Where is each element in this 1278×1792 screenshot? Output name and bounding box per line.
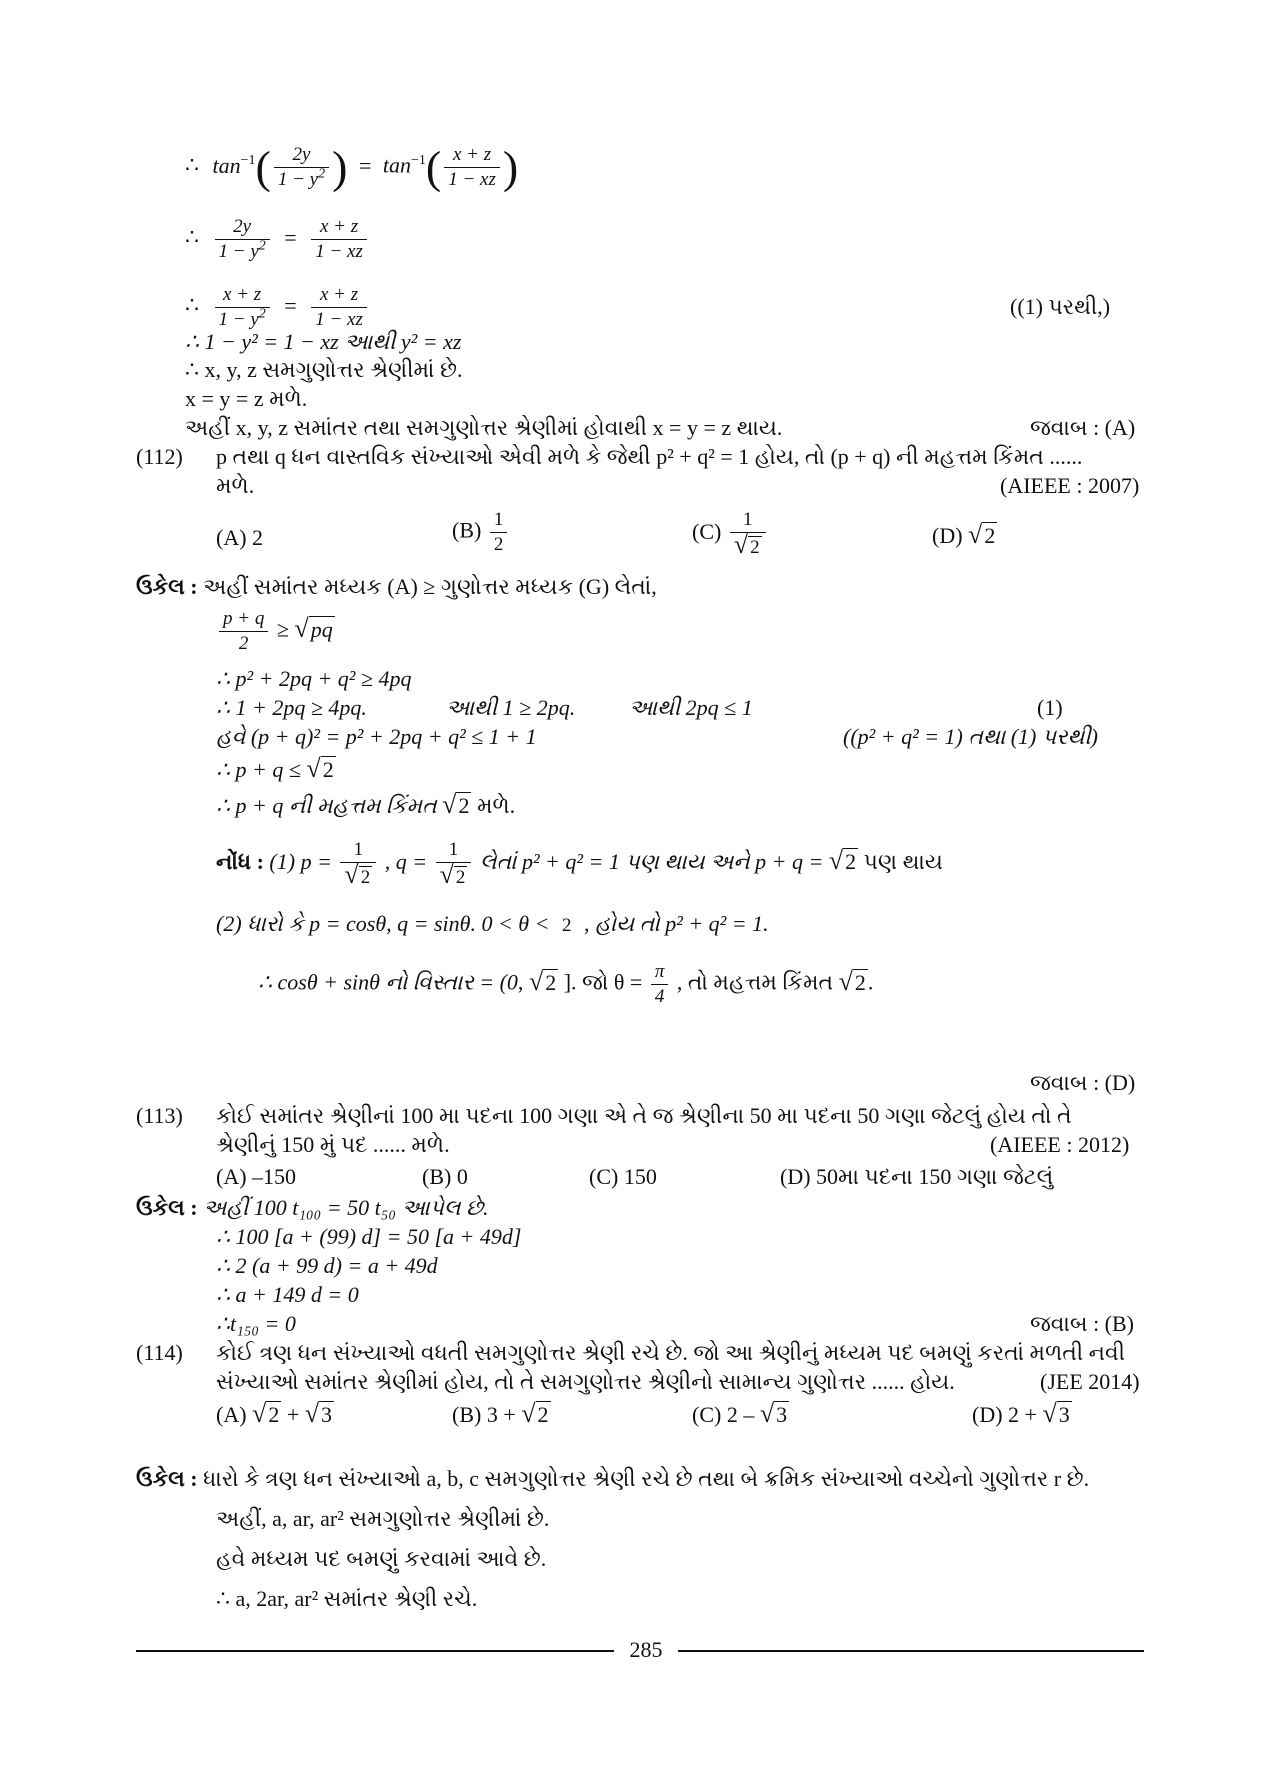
numerator: x + z bbox=[444, 143, 500, 168]
equation-fraction-3 bbox=[185, 283, 370, 332]
note-1 bbox=[216, 838, 943, 890]
radical-sign: √ bbox=[442, 790, 457, 819]
square-root bbox=[344, 860, 372, 890]
note-text: , q = bbox=[384, 849, 428, 875]
answer-label: જવાબ : (D) bbox=[1030, 1070, 1136, 1095]
answer-label: જવાબ : (B) bbox=[1030, 1311, 1135, 1336]
radicand: 2 bbox=[537, 1402, 549, 1427]
denominator-text: 1 − y bbox=[277, 169, 319, 190]
equation-fraction-2 bbox=[185, 215, 370, 264]
square-root bbox=[294, 615, 334, 644]
denominator-text: 1 − y bbox=[218, 241, 259, 262]
numerator: p + q bbox=[219, 607, 268, 632]
radical-sign: √ bbox=[528, 966, 544, 996]
radical-sign: √ bbox=[439, 860, 454, 889]
radical-sign: √ bbox=[759, 1399, 775, 1428]
note-label: નોંધ : bbox=[216, 849, 264, 875]
solution-line: હવે મધ્યમ પદ બમણું કરવામાં આવે છે. bbox=[216, 1546, 547, 1571]
period: . bbox=[867, 969, 874, 995]
radical-sign: √ bbox=[968, 520, 983, 549]
denominator bbox=[274, 168, 329, 192]
option-label: (B) 3 + bbox=[452, 1402, 516, 1427]
equation-ref: ((p² + q² = 1) તથા (1) પરથી) bbox=[843, 724, 1099, 749]
answer-label: જવાબ : (A) bbox=[1030, 415, 1136, 440]
solution-line: ∴ 2 (a + 99 d) = a + 49d bbox=[216, 1253, 438, 1278]
radicand: 3 bbox=[1058, 1402, 1070, 1427]
solution-label: ઉકેલ : bbox=[136, 1466, 198, 1491]
denominator bbox=[436, 860, 472, 890]
radical-sign: √ bbox=[344, 860, 359, 889]
solution-text: ધારો કે ત્રણ ધન સંખ્યાઓ a, b, c સમગુણોત્તર શ્રેણી રચે છે તથા બે ક્રમિક સંખ્યાઓ વચ્ચેનો ગુણોત્તર r છે. bbox=[203, 1466, 1090, 1491]
fraction bbox=[444, 143, 500, 192]
numerator: 2y bbox=[274, 143, 329, 168]
square-root bbox=[439, 860, 468, 890]
fraction bbox=[558, 914, 576, 938]
option-c bbox=[692, 508, 769, 560]
fraction bbox=[215, 283, 270, 332]
radicand: 2 bbox=[845, 849, 857, 875]
conclusion-text: ∴ p + q ની મહત્તમ કિંમત bbox=[216, 793, 437, 818]
square-root bbox=[1042, 1400, 1071, 1429]
option-a: (A) –150 bbox=[216, 1164, 297, 1189]
fraction bbox=[311, 283, 367, 332]
radical-sign: √ bbox=[306, 754, 321, 783]
right-paren: ) bbox=[502, 141, 519, 193]
equation-ref: (1) bbox=[1037, 695, 1063, 720]
fraction bbox=[651, 960, 669, 1009]
left-paren: ( bbox=[425, 141, 442, 193]
right-paren: ) bbox=[332, 141, 348, 193]
exam-source: (AIEEE : 2007) bbox=[1000, 473, 1140, 498]
denominator: 2 bbox=[493, 534, 504, 555]
question-text: કોઈ ત્રણ ધન સંખ્યાઓ વધતી સમગુણોત્તર શ્રેણી રચે છે. જો આ શ્રેણીનું મધ્યમ પદ બમણું કરતાં મળતી નવી bbox=[216, 1340, 1126, 1365]
solution-line: ∴ 1 − y² = 1 − xz આથી y² = xz bbox=[185, 329, 462, 354]
exam-source: (AIEEE : 2012) bbox=[990, 1132, 1130, 1157]
denominator-text: 1 − y bbox=[218, 309, 259, 330]
footer-rule-right bbox=[678, 1650, 1144, 1652]
page-number: 285 bbox=[616, 1637, 676, 1663]
equation-tan-inverse bbox=[185, 143, 518, 192]
solution-line bbox=[216, 755, 336, 784]
radicand: 3 bbox=[776, 1402, 788, 1427]
option-c: (C) 150 bbox=[589, 1164, 657, 1189]
radicand: 2 bbox=[854, 969, 866, 995]
therefore-symbol: ∴ bbox=[185, 152, 199, 178]
question-number: (114) bbox=[136, 1340, 183, 1365]
square-superscript: 2 bbox=[258, 306, 266, 322]
solution-line: ∴ 100 [a + (99) d] = 50 [a + 49d] bbox=[216, 1224, 522, 1249]
numerator: 1 bbox=[490, 508, 508, 533]
solution-line: અહીં x, y, z સમાંતર તથા સમગુણોત્તર શ્રેણીમાં હોવાથી x = y = z થાય. bbox=[185, 415, 783, 440]
solution-intro bbox=[136, 573, 657, 601]
numerator: 1 bbox=[730, 508, 766, 533]
fraction bbox=[219, 607, 268, 656]
question-text: મળે. bbox=[216, 473, 255, 498]
denominator: 4 bbox=[654, 986, 665, 1007]
square-root bbox=[839, 968, 868, 997]
square-root bbox=[521, 1400, 550, 1429]
option-c bbox=[692, 1400, 789, 1429]
reference-note: ((1) પરથી,) bbox=[1010, 294, 1111, 319]
note-text: (1) p = bbox=[269, 849, 332, 875]
question-text: p તથા q ધન વાસ્તવિક સંખ્યાઓ એવી મળે કે જેથી p² + q² = 1 હોય, તો (p + q) ની મહત્તમ કિંમત ...... bbox=[216, 444, 1083, 469]
square-root bbox=[252, 1400, 281, 1429]
fraction bbox=[215, 215, 270, 264]
option-label: (C) 2 – bbox=[692, 1402, 755, 1427]
equals-sign: = bbox=[284, 224, 297, 250]
solution-line: હવે (p + q)² = p² + 2pq + q² ≤ 1 + 1 bbox=[216, 724, 537, 749]
option-b bbox=[452, 1400, 551, 1429]
radicand: 2 bbox=[268, 1402, 280, 1427]
solution-text: અહીં સમાંતર મધ્યક (A) ≥ ગુણોત્તર મધ્યક (G) લેતાં, bbox=[203, 574, 657, 599]
fraction bbox=[436, 838, 472, 890]
square-root bbox=[529, 968, 558, 997]
denominator: 1 − xz bbox=[315, 241, 363, 262]
option-d bbox=[972, 1400, 1072, 1429]
radical-sign: √ bbox=[252, 1399, 267, 1428]
fraction bbox=[490, 508, 508, 557]
radicand: 2 bbox=[322, 757, 334, 782]
numerator: 1 bbox=[340, 838, 376, 863]
question-text: કોઈ સમાંતર શ્રેણીનાં 100 મા પદના 100 ગણા એ તે જ શ્રેણીના 50 મા પદના 50 ગણા જેટલું હોય તો તે bbox=[216, 1103, 1072, 1128]
option-d: (D) 50મા પદના 150 ગણા જેટલું bbox=[780, 1164, 1054, 1189]
numerator: π bbox=[651, 960, 669, 985]
option-label: (B) bbox=[452, 517, 482, 543]
fraction bbox=[274, 143, 329, 192]
radicand: 2 bbox=[750, 537, 760, 558]
solution-intro bbox=[136, 1194, 488, 1222]
solution-label: ઉકેલ : bbox=[136, 1195, 198, 1220]
plus-sign: + bbox=[286, 1402, 300, 1427]
radical-sign: √ bbox=[838, 966, 853, 996]
question-number: (112) bbox=[136, 444, 183, 469]
equals-sign: = bbox=[358, 152, 372, 178]
solution-text: અહીં 100 t₁₀₀ = 50 t₅₀ આપેલ છે. bbox=[203, 1195, 489, 1220]
note-text: ∴ cosθ + sinθ નો વિસ્તાર = (0, bbox=[258, 969, 524, 995]
option-d bbox=[932, 521, 997, 550]
solution-line: આથી 1 ≥ 2pq. bbox=[446, 695, 576, 720]
denominator bbox=[340, 860, 376, 890]
radical-sign: √ bbox=[294, 613, 309, 643]
solution-line: અહીં, a, ar, ar² સમગુણોત્તર શ્રેણીમાં છે. bbox=[216, 1506, 550, 1531]
square-superscript: 2 bbox=[258, 238, 266, 254]
note-text: પણ થાય bbox=[863, 849, 943, 875]
footer-rule-left bbox=[136, 1650, 614, 1652]
fraction bbox=[340, 838, 376, 890]
solution-line bbox=[216, 791, 515, 820]
tan-function: tan bbox=[382, 152, 411, 178]
numerator: 2y bbox=[215, 215, 270, 240]
denominator: 2 bbox=[238, 633, 249, 654]
solution-line: ∴ a, 2ar, ar² સમાંતર શ્રેણી રચે. bbox=[216, 1586, 478, 1611]
radical-sign: √ bbox=[733, 530, 749, 559]
note-2 bbox=[216, 910, 769, 938]
denominator bbox=[730, 530, 766, 560]
option-label: (A) bbox=[216, 1402, 247, 1427]
option-label: (D) bbox=[932, 523, 963, 548]
solution-line: ∴ p² + 2pq + q² ≥ 4pq bbox=[216, 666, 412, 691]
numerator: 1 bbox=[436, 838, 472, 863]
radicand: 2 bbox=[360, 867, 371, 888]
geq-sign: ≥ bbox=[276, 616, 289, 642]
tan-function: tan bbox=[212, 152, 241, 178]
solution-intro bbox=[136, 1465, 1089, 1493]
option-b bbox=[452, 508, 510, 557]
numerator: x + z bbox=[311, 283, 367, 308]
square-root bbox=[760, 1400, 789, 1429]
radical-sign: √ bbox=[1042, 1399, 1057, 1428]
denominator bbox=[215, 240, 270, 264]
radical-sign: √ bbox=[521, 1399, 536, 1428]
question-text: શ્રેણીનું 150 મું પદ ...... મળે. bbox=[216, 1132, 450, 1157]
solution-line: ∴t₁₅₀ = 0 bbox=[216, 1311, 296, 1336]
am-gm-inequality bbox=[216, 607, 335, 656]
therefore-symbol: ∴ bbox=[185, 224, 199, 250]
radical-sign: √ bbox=[304, 1399, 320, 1428]
square-superscript: 2 bbox=[318, 166, 326, 182]
question-number: (113) bbox=[136, 1103, 183, 1128]
denominator: 2 bbox=[561, 914, 572, 936]
solution-line: ∴ 1 + 2pq ≥ 4pq. bbox=[216, 695, 367, 720]
note-text: , તો મહત્તમ કિંમત bbox=[676, 969, 834, 995]
solution-line: x = y = z મળે. bbox=[185, 386, 308, 411]
note-3 bbox=[258, 960, 873, 1009]
square-root bbox=[733, 530, 762, 560]
square-root bbox=[305, 1400, 334, 1429]
square-root bbox=[442, 791, 471, 820]
exam-source: (JEE 2014) bbox=[1040, 1369, 1140, 1394]
radicand: 2 bbox=[545, 969, 557, 995]
denominator: 1 − xz bbox=[315, 309, 363, 330]
inequality-text: ∴ p + q ≤ bbox=[216, 757, 301, 782]
note-text: લેતાં p² + q² = 1 પણ થાય અને p + q = bbox=[479, 849, 824, 875]
solution-line: ∴ a + 149 d = 0 bbox=[216, 1282, 359, 1307]
option-a: (A) 2 bbox=[216, 525, 264, 550]
inverse-superscript: −1 bbox=[240, 153, 256, 169]
note-text: ]. જો θ = bbox=[563, 969, 643, 995]
solution-line: આથી 2pq ≤ 1 bbox=[629, 695, 753, 720]
fraction bbox=[730, 508, 766, 560]
solution-line: ∴ x, y, z સમગુણોત્તર શ્રેણીમાં છે. bbox=[185, 357, 463, 382]
radicand: 2 bbox=[458, 793, 470, 818]
question-text: સંખ્યાઓ સમાંતર શ્રેણીમાં હોય, તો તે સમગુણોત્તર શ્રેણીનો સામાન્ય ગુણોત્તર ...... હોય. bbox=[216, 1369, 955, 1394]
option-b: (B) 0 bbox=[422, 1164, 468, 1189]
conclusion-text: મળે. bbox=[476, 793, 516, 818]
equals-sign: = bbox=[284, 292, 297, 318]
radicand: 2 bbox=[984, 523, 996, 548]
radical-sign: √ bbox=[828, 846, 844, 876]
inverse-superscript: −1 bbox=[411, 153, 426, 169]
left-paren: ( bbox=[255, 141, 271, 193]
note-text: (2) ધારો કે p = cosθ, q = sinθ. 0 < θ < bbox=[216, 911, 550, 936]
denominator: 1 − xz bbox=[448, 169, 496, 190]
option-label: (C) bbox=[692, 519, 722, 545]
solution-label: ઉકેલ : bbox=[136, 574, 198, 599]
option-a bbox=[216, 1400, 334, 1429]
square-root bbox=[829, 847, 858, 876]
square-root bbox=[968, 521, 997, 550]
fraction bbox=[311, 215, 367, 264]
option-label: (D) 2 + bbox=[972, 1402, 1037, 1427]
radicand: 3 bbox=[321, 1402, 333, 1427]
therefore-symbol: ∴ bbox=[185, 292, 199, 318]
radicand: pq bbox=[310, 616, 333, 642]
note-text: , હોય તો p² + q² = 1. bbox=[583, 911, 769, 936]
radicand: 2 bbox=[455, 867, 466, 888]
numerator: x + z bbox=[215, 283, 270, 308]
square-root bbox=[306, 755, 335, 784]
numerator: x + z bbox=[311, 215, 367, 240]
